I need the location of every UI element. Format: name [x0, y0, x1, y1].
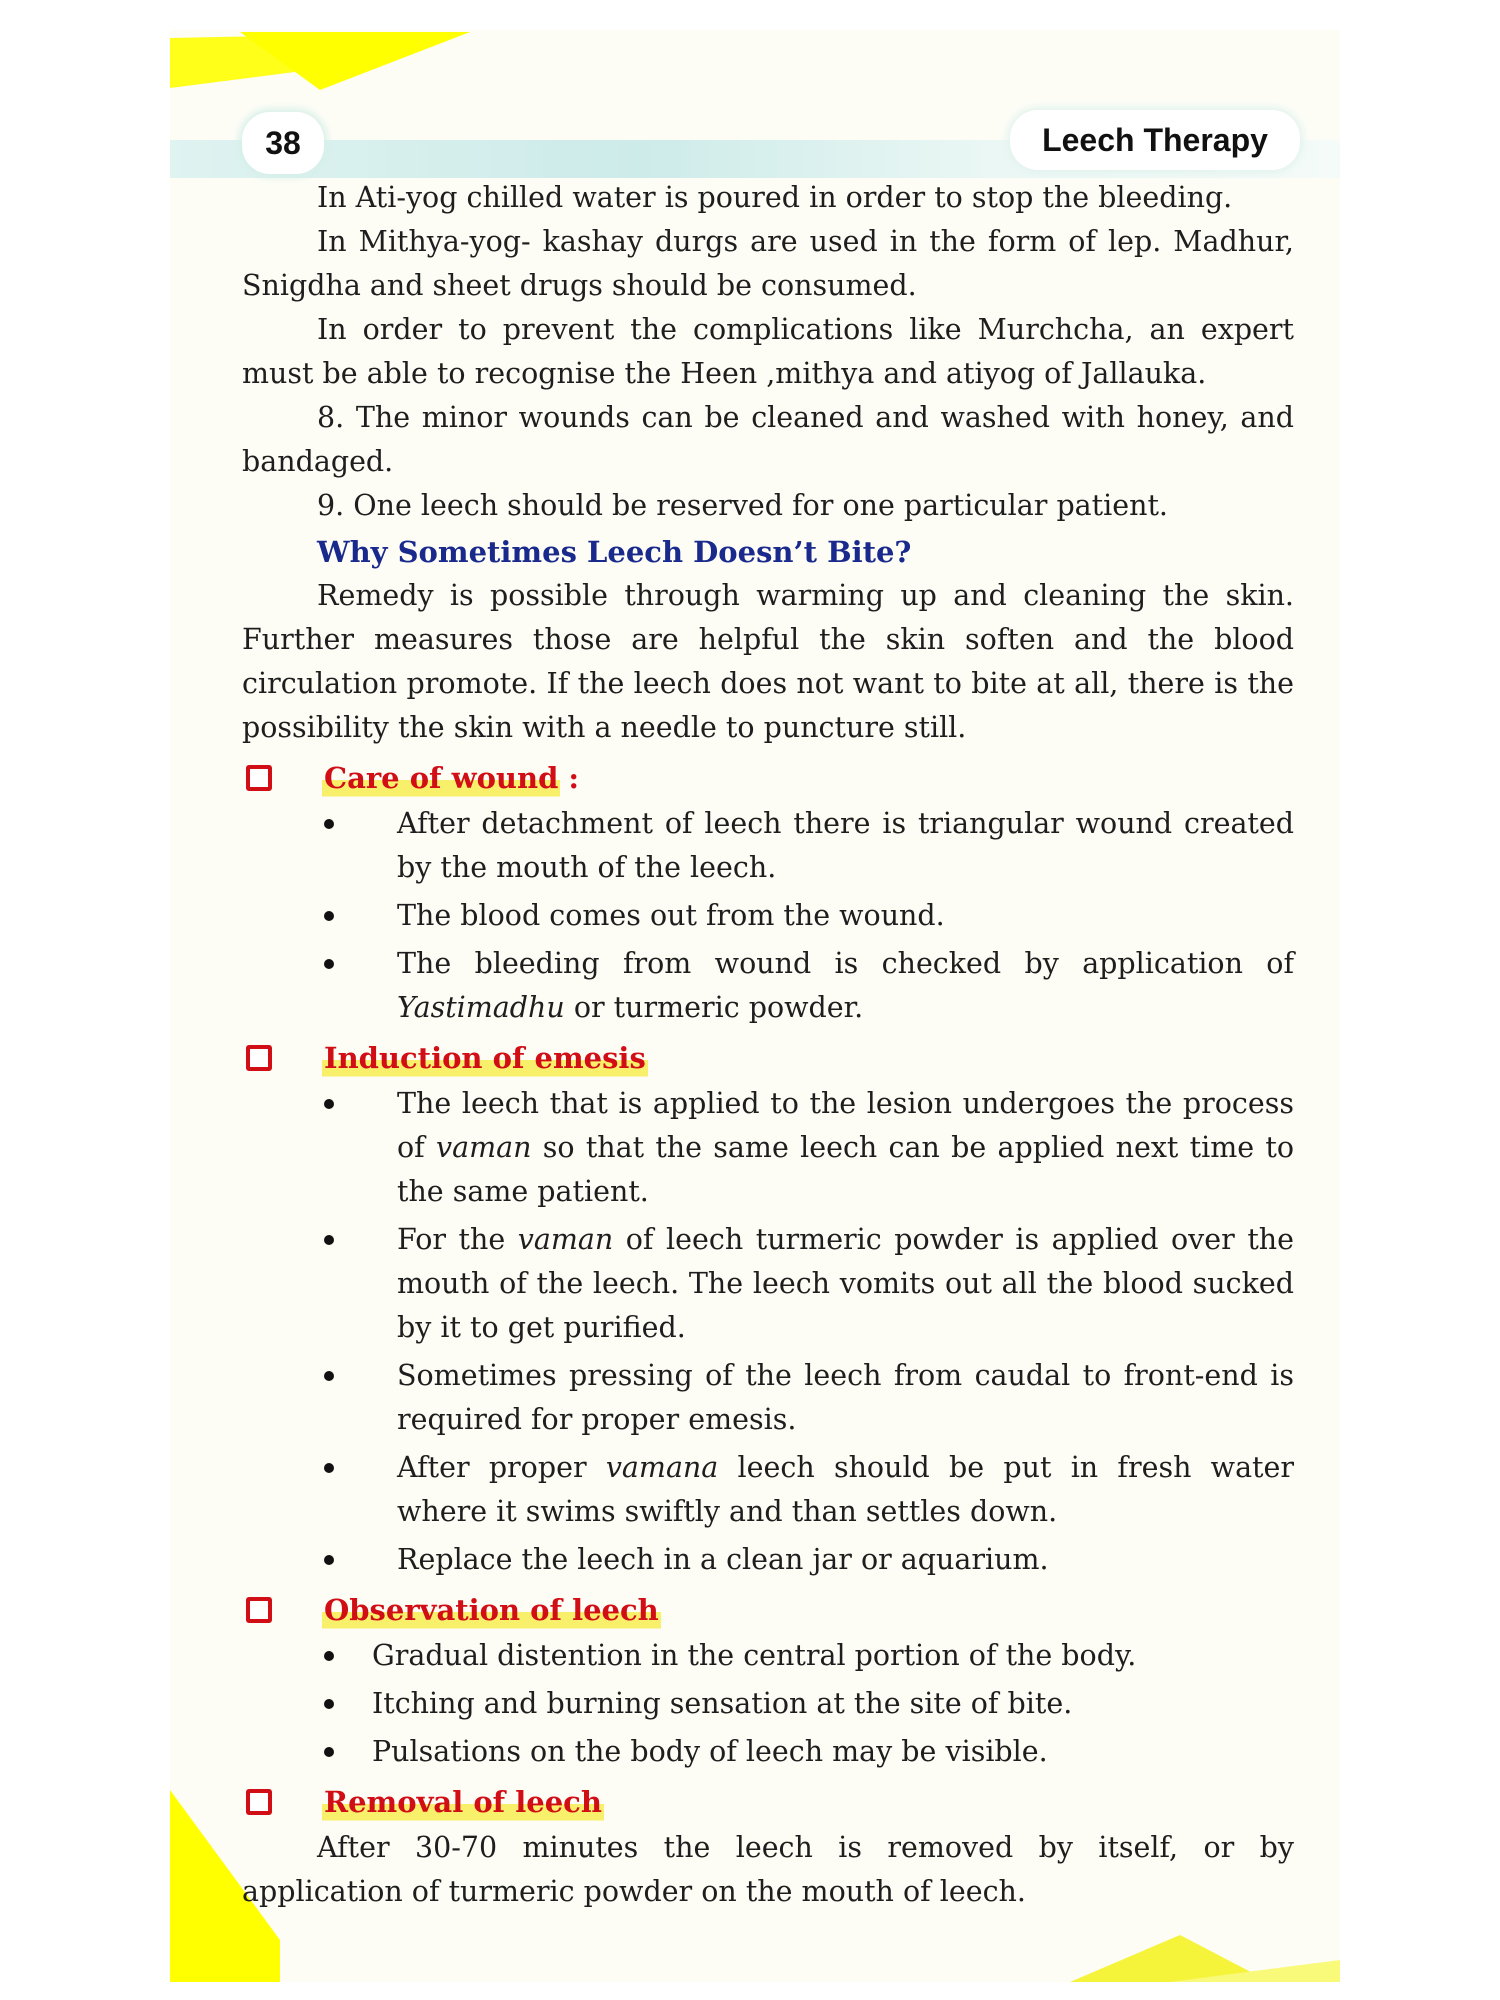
list-item: Pulsations on the body of leech may be visible. [242, 1730, 1294, 1774]
section-title: Induction of emesis [322, 1036, 648, 1080]
list-item: Sometimes pressing of the leech from caudal to front-end is required for proper emesis. [242, 1354, 1294, 1442]
paragraph: In Mithya-yog- kashay durgs are used in the form of lep. Madhur, Snigdha and sheet drugs should be consumed. [242, 225, 1294, 302]
list-item: Itching and burning sensation at the site of bite. [242, 1682, 1294, 1726]
section-observation-of-leech [242, 1588, 1294, 1632]
section-removal-of-leech [242, 1780, 1294, 1824]
checkbox-icon [246, 765, 272, 791]
bullet-icon [324, 1651, 334, 1661]
list-item: For the vaman of leech turmeric powder is applied over the mouth of the leech. The leech vomits out all the blood sucked by it to get purified. [242, 1218, 1294, 1350]
bullet-icon [324, 1699, 334, 1709]
bullet-icon [324, 1747, 334, 1757]
paragraph: 9. One leech should be reserved for one particular patient. [317, 489, 1168, 522]
page-number: 38 [242, 112, 324, 174]
paragraph: In Ati-yog chilled water is poured in order to stop the bleeding. [317, 181, 1233, 214]
bullet-icon [324, 1371, 334, 1381]
list-item: The leech that is applied to the lesion undergoes the process of vaman so that the same leech can be applied next time to the same patient. [242, 1082, 1294, 1214]
section-title: Care of wound [322, 756, 560, 800]
bullet-icon [324, 911, 334, 921]
bullet-icon [324, 1555, 334, 1565]
page-content [242, 176, 1294, 1914]
bullet-icon [324, 1463, 334, 1473]
checkbox-icon [246, 1045, 272, 1071]
section-care-of-wound [242, 756, 1294, 800]
list-item: The blood comes out from the wound. [242, 894, 1294, 938]
section-title: Observation of leech [322, 1588, 661, 1632]
observation-list [242, 1634, 1294, 1774]
paragraph: In order to prevent the complications like Murchcha, an expert must be able to recognise the Heen ,mithya and atiyog of Jallauka. [242, 313, 1294, 390]
checkbox-icon [246, 1597, 272, 1623]
list-item: Replace the leech in a clean jar or aquarium. [242, 1538, 1294, 1582]
section-colon: : [568, 761, 580, 795]
bullet-icon [324, 959, 334, 969]
bullet-icon [324, 819, 334, 829]
decorative-yellow-shape-bottom-right [1050, 1920, 1340, 1982]
paragraph: After 30-70 minutes the leech is removed by itself, or by application of turmeric powder on the mouth of leech. [242, 1831, 1294, 1908]
list-item: Gradual distention in the central portion of the body. [242, 1634, 1294, 1678]
bullet-icon [324, 1099, 334, 1109]
care-list [242, 802, 1294, 1030]
subheading-why-leech-doesnt-bite: Why Sometimes Leech Doesn’t Bite? [317, 535, 912, 569]
section-induction-of-emesis [242, 1036, 1294, 1080]
bullet-icon [324, 1235, 334, 1245]
paragraph: Remedy is possible through warming up and cleaning the skin. Further measures those are helpful the skin soften and the blood circulation promote. If the leech does not want to bite at all, there is the possibility the skin with a needle to puncture still. [242, 579, 1294, 744]
emesis-list [242, 1082, 1294, 1582]
list-item: The bleeding from wound is checked by application of Yastimadhu or turmeric powder. [242, 942, 1294, 1030]
book-page [170, 30, 1340, 1982]
section-title: Removal of leech [322, 1780, 604, 1824]
list-item: After detachment of leech there is triangular wound created by the mouth of the leech. [242, 802, 1294, 890]
paragraph: 8. The minor wounds can be cleaned and washed with honey, and bandaged. [242, 401, 1294, 478]
checkbox-icon [246, 1789, 272, 1815]
list-item: After proper vamana leech should be put in fresh water where it swims swiftly and than settles down. [242, 1446, 1294, 1534]
decorative-yellow-shape-top [170, 30, 470, 120]
running-title: Leech Therapy [1010, 110, 1300, 170]
